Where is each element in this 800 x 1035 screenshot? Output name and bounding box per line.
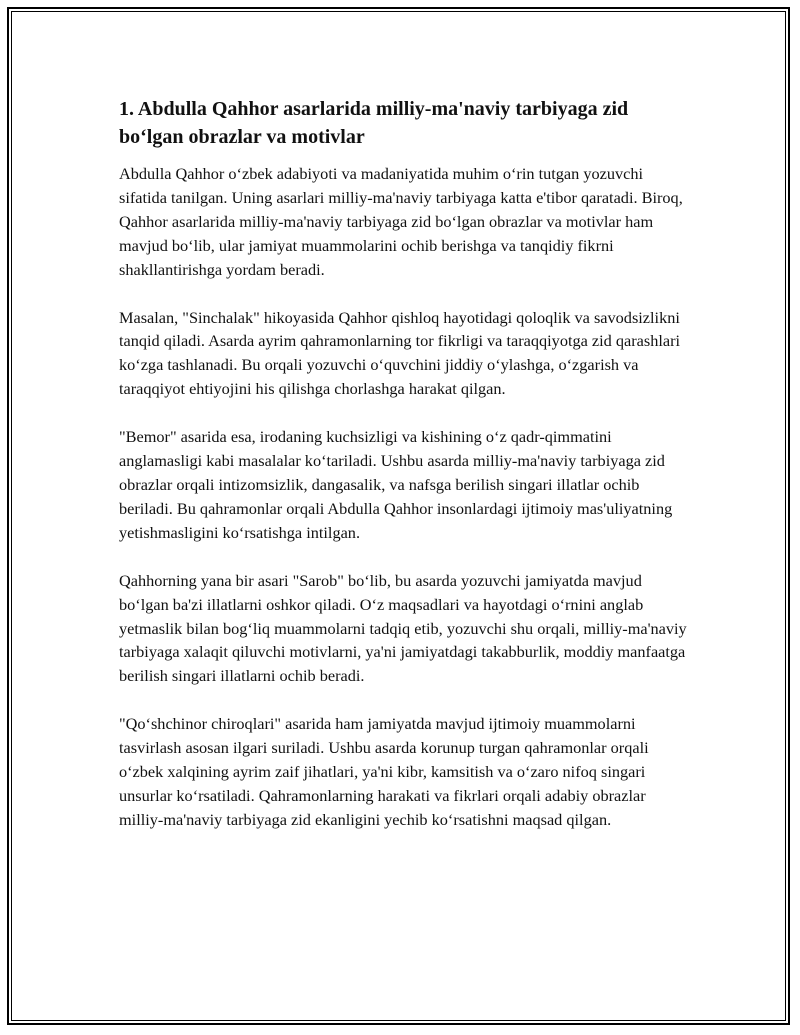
paragraph-sarob: Qahhorning yana bir asari "Sarob" bo‘lib, bu asarda yozuvchi jamiyatda mavjud bo‘lgan ba'zi illatlarni oshkor qiladi. O‘z maqsadlari va hayotdagi o‘rnini anglab yetmaslik bilan bog‘liq muammolarni tadqiq etib, yozuvchi shu orqali, milliy-ma'naviy tarbiyaga xalaqit qiluvchi motivlarni, ya'ni jamiyatdagi takabburlik, moddiy manfaatga berilish singari illatlarni ochib beradi. [119,570,687,686]
section-heading: 1. Abdulla Qahhor asarlarida milliy-ma'naviy tarbiyaga zid bo‘lgan obrazlar va motivlar [119,98,629,148]
paragraph-qoshchinor: "Qo‘shchinor chiroqlari" asarida ham jamiyatda mavjud ijtimoiy muammolarni tasvirlash asosan ilgari suriladi. Ushbu asarda korunup turgan qahramonlar orqali o‘zbek xalqining ayrim zaif jihatlari, ya'ni kibr, kamsitish va o‘zaro nifoq singari unsurlar ko‘rsatiladi. Qahramonlarning harakati va fikrlari orqali adabiy obrazlar milliy-ma'naviy tarbiyaga zid ekanligini yechib ko‘rsatishni maqsad qilgan. [119,714,649,829]
paragraph-bemor: "Bemor" asarida esa, irodaning kuchsizligi va kishining o‘z qadr-qimmatini anglamasligi kabi masalalar ko‘tariladi. Ushbu asarda milliy-ma'naviy tarbiyaga zid obrazlar orqali intizomsizlik, dangasalik, va nafsga berilish singari illatlar ochib beriladi. Bu qahramonlar orqali Abdulla Qahhor insonlardagi ijtimoiy mas'uliyatning yetishmasligini ko‘rsatishga intilgan. [119,427,673,542]
paragraph-sinchalak: Masalan, "Sinchalak" hikoyasida Qahhor qishloq hayotidagi qoloqlik va savodsizlikni tanqid qiladi. Asarda ayrim qahramonlarning tor fikrligi va taraqqiyotga zid qarashlari ko‘zga tashlanadi. Bu orqali yozuvchi o‘quvchini jiddiy o‘ylashga, o‘zgarish va taraqqiyot ehtiyojini his qilishga chorlashga harakat qilgan. [119,307,681,399]
paragraph-intro: Abdulla Qahhor o‘zbek adabiyoti va madaniyatida muhim o‘rin tutgan yozuvchi sifatida tanilgan. Uning asarlari milliy-ma'naviy tarbiyaga katta e'tibor qaratadi. Biroq, Qahhor asarlarida milliy-ma'naviy tarbiyaga zid bo‘lgan obrazlar va motivlar ham mavjud bo‘lib, ular jamiyat muammolarini ochib berishga va tanqidiy fikrni shakllantirishga yordam beradi. [119,164,683,279]
document-body [119,95,691,856]
